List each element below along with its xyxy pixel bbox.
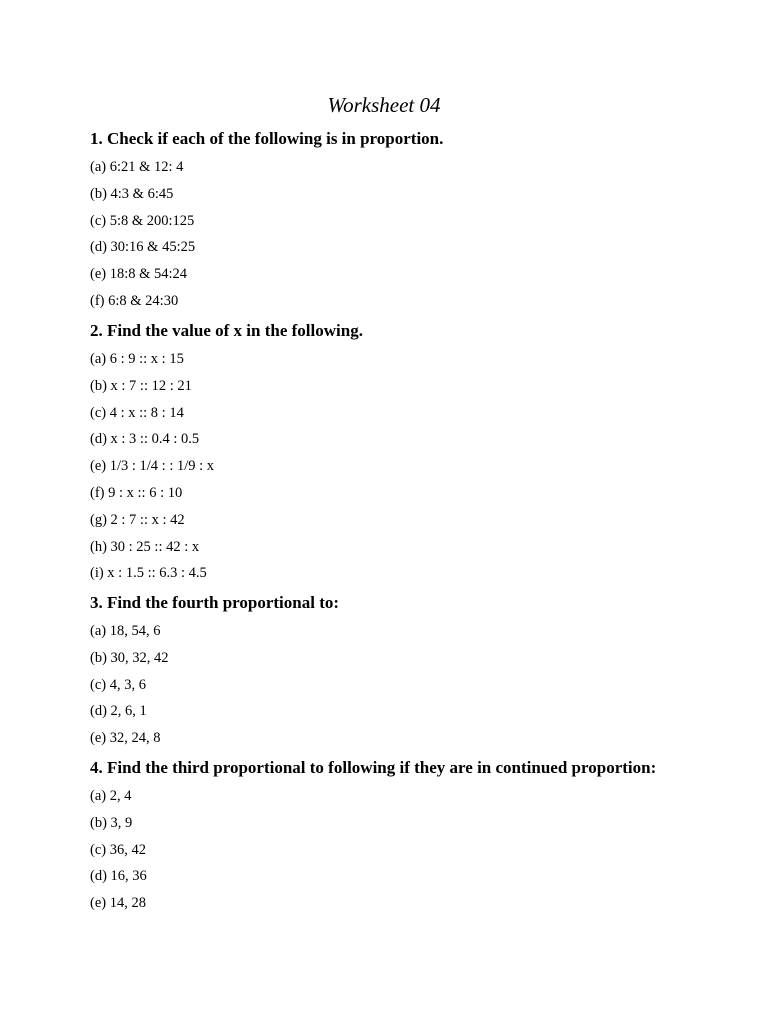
question-item: (d) 30:16 & 45:25 [90, 239, 196, 256]
question-item: (a) 6:21 & 12: 4 [90, 159, 184, 175]
question-item: (e) 32, 24, 8 [90, 730, 161, 747]
question-item: (g) 2 : 7 :: x : 42 [90, 511, 185, 528]
question-item: (a) 6 : 9 :: x : 15 [90, 351, 184, 367]
question-item: (f) 6:8 & 24:30 [90, 292, 179, 309]
section-1 [90, 128, 728, 319]
section-3 [90, 592, 728, 756]
question-item: (b) 30, 32, 42 [90, 649, 169, 666]
section-heading: 2. Find the value of x in the following. [90, 321, 363, 340]
question-item: (e) 1/3 : 1/4 : : 1/9 : x [90, 458, 215, 475]
question-item: (e) 14, 28 [90, 895, 146, 912]
question-item: (c) 5:8 & 200:125 [90, 212, 195, 229]
question-item: (d) x : 3 :: 0.4 : 0.5 [90, 431, 200, 448]
section-heading: 1. Check if each of the following is in proportion. [90, 129, 444, 148]
question-item: (d) 16, 36 [90, 868, 147, 885]
question-item: (f) 9 : x :: 6 : 10 [90, 484, 183, 501]
question-item: (d) 2, 6, 1 [90, 703, 147, 720]
question-item: (a) 2, 4 [90, 788, 132, 804]
question-item: (c) 4 : x :: 8 : 14 [90, 404, 184, 421]
worksheet-title: Worksheet 04 [327, 93, 441, 117]
question-item: (b) x : 7 :: 12 : 21 [90, 377, 192, 394]
question-item: (c) 4, 3, 6 [90, 676, 146, 693]
question-item: (b) 3, 9 [90, 814, 133, 831]
question-item: (a) 18, 54, 6 [90, 623, 161, 639]
section-heading: 3. Find the fourth proportional to: [90, 593, 340, 612]
question-item: (e) 18:8 & 54:24 [90, 266, 188, 283]
question-item: (c) 36, 42 [90, 841, 146, 858]
section-heading: 4. Find the third proportional to following if they are in continued proportion: [90, 758, 657, 777]
question-item: (b) 4:3 & 6:45 [90, 185, 174, 202]
question-item: (i) x : 1.5 :: 6.3 : 4.5 [90, 565, 207, 582]
question-item: (h) 30 : 25 :: 42 : x [90, 538, 200, 555]
section-2 [90, 320, 728, 591]
section-4 [90, 757, 728, 921]
